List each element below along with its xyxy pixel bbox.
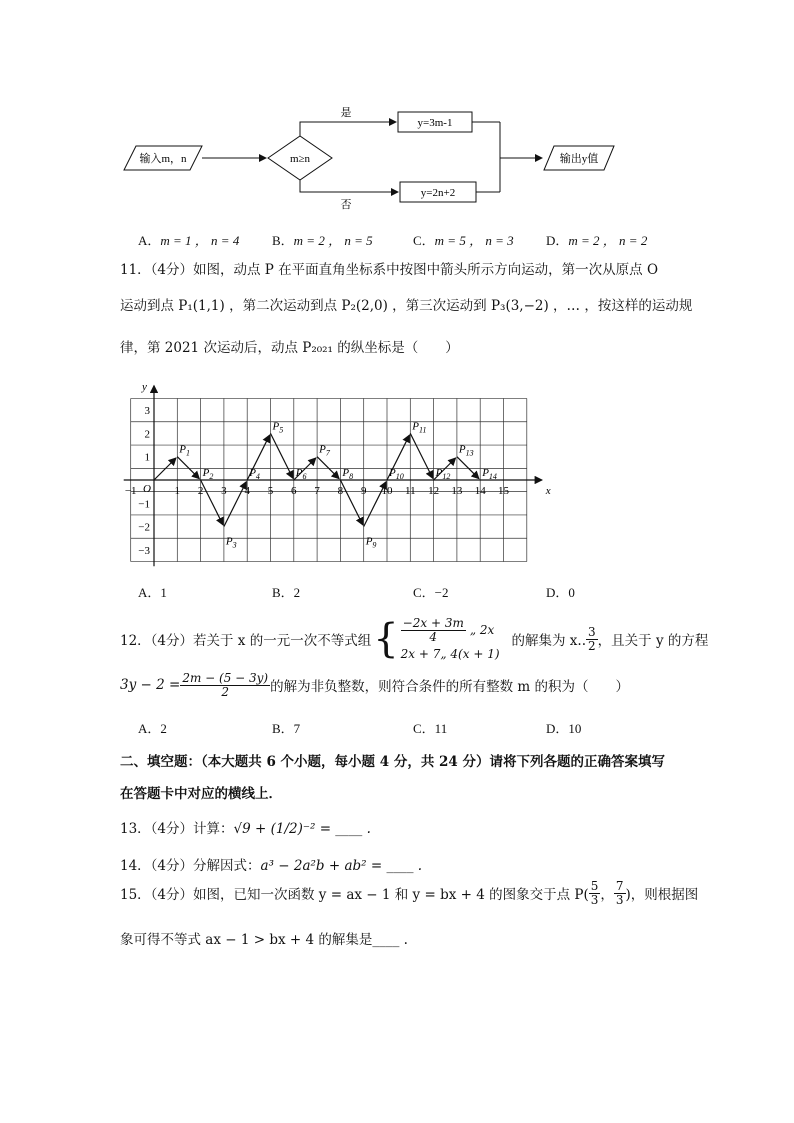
motion-arrow: [177, 457, 199, 479]
no-box-text: y=2n+2: [420, 187, 456, 199]
x-tick-label: 3: [221, 485, 227, 497]
x-tick-label: 12: [428, 485, 440, 497]
point-label: $P_8$: [342, 467, 354, 481]
x-tick-label: 5: [267, 485, 274, 497]
motion-arrow: [457, 457, 479, 479]
x-tick-label: 13: [451, 485, 463, 497]
point-label: $P_{11}$: [412, 420, 427, 435]
q12-option-a: A．2: [138, 721, 167, 736]
motion-arrow: [271, 433, 293, 478]
q15-px-denominator: 3: [590, 892, 599, 907]
flowchart: [118, 100, 628, 220]
q12-solution-denominator: 2: [588, 638, 596, 653]
q11-line-3: 律，第 2021 次运动后，动点 P₂₀₂₁ 的纵坐标是（ ）: [120, 340, 459, 356]
motion-arrow: [317, 457, 339, 479]
q12-solution-numerator: 3: [588, 624, 596, 639]
section2-heading-line-2: 在答题卡中对应的横线上．: [120, 786, 282, 802]
yes-label: 是: [340, 107, 352, 119]
motion-arrow: [410, 433, 432, 478]
point-label: $P_7$: [319, 443, 330, 458]
point-label: $P_6$: [295, 467, 307, 481]
x-tick-label: 11: [405, 485, 416, 497]
point-label: $P_{13}$: [458, 443, 474, 458]
origin-label: O: [143, 483, 151, 495]
q12-eq-denominator: 2: [221, 684, 230, 699]
q11-line-1: 11．（4分）如图，动点 P 在平面直角坐标系中按图中箭头所示方向运动，第一次从原点 O: [120, 262, 659, 278]
no-label: 否: [340, 199, 352, 211]
x-tick-label: 7: [314, 485, 320, 497]
q15-py-numerator: 7: [615, 879, 624, 893]
motion-arrow: [337, 480, 362, 525]
q11-coordinate-graph: [112, 370, 552, 570]
q12-ineq2: 2x + 7„ 4(x + 1): [400, 647, 500, 662]
q10-option-b: B．m = 2 ， n = 5: [272, 233, 373, 248]
point-label: $P_9$: [365, 535, 377, 550]
q12-ineq1-numerator: −2x + 3m: [402, 615, 464, 630]
y-tick-label: −1: [138, 498, 150, 511]
x-tick-label: 1: [174, 485, 181, 497]
q15-py-denominator: 3: [615, 892, 624, 907]
motion-arrow: [201, 480, 223, 525]
y-tick-label: −3: [138, 544, 150, 557]
q15-px-numerator: 5: [590, 879, 599, 893]
q12-line-2: 3y − 2 = $\frac{2m - (5 - 3y)}{2}$ 的解为非负整数，则符合条件的所有整数 m 的积为（ ）: [120, 671, 629, 699]
input-label: 输入m，n: [139, 153, 187, 165]
x-tick-label: 9: [360, 485, 367, 497]
section2-heading-line-1: 二、填空题：（本大题共 6 个小题，每小题 4 分，共 24 分）请将下列各题的正确答案填写: [120, 754, 666, 770]
q10-option-d: D．m = 2 ， n = 2: [546, 233, 648, 248]
x-axis-label: x: [545, 485, 551, 497]
x-tick-label: 10: [381, 485, 393, 497]
y-tick-label: 1: [144, 451, 150, 464]
x-tick-label: 2: [197, 485, 204, 497]
q12-ineq1-rhs: „ 2x: [469, 623, 495, 637]
motion-arrow: [154, 458, 176, 480]
q11-option-d: D．0: [546, 585, 575, 600]
motion-arrow: [224, 482, 246, 527]
q12-eq-numerator: 2m − (5 − 3y): [182, 671, 269, 685]
q11-line-2: 运动到点 P₁(1,1) ，第二次运动到点 P₂(2,0) ，第三次运动到 P₃(3,−2) ，… ，按这样的运动规: [120, 298, 693, 314]
q12-line-1: 12．（4分）若关于 x 的一元一次不等式组 { $\frac{-2x + 3m}{4}$ „ 2x 2x + 7„ 4(x + 1) 的解集为 x.. $\frac{3}{2}$ ，且关于 y 的方程: [120, 615, 709, 662]
point-label: $P_5$: [272, 420, 284, 435]
q12-brace: {: [373, 616, 399, 662]
q15-line-2: 象可得不等式 ax − 1 > bx + 4 的解集是____ .: [120, 932, 408, 948]
x-tick-label: 14: [474, 485, 486, 497]
point-label: $P_2$: [202, 467, 214, 481]
point-label: $P_4$: [249, 467, 260, 481]
y-tick-label: 3: [144, 405, 150, 418]
x-tick-label: 8: [337, 485, 344, 497]
y-axis-label: y: [142, 380, 147, 393]
q12-option-b: B．7: [272, 721, 301, 736]
q12-ineq1-denominator: 4: [429, 629, 438, 644]
q10-option-c: C．m = 5 ， n = 3: [413, 233, 514, 248]
q12-option-d: D．10: [546, 721, 582, 736]
yes-box-text: y=3m-1: [417, 117, 453, 129]
output-label: 输出y值: [559, 153, 599, 165]
x-tick-label: −1: [124, 485, 137, 497]
point-label: $P_{12}$: [435, 467, 451, 481]
x-tick-label: 4: [244, 485, 250, 497]
y-tick-label: −2: [138, 521, 150, 534]
x-tick-label: 6: [291, 485, 297, 497]
point-label: $P_3$: [225, 535, 237, 550]
y-tick-label: 2: [144, 428, 150, 441]
q15-line-1: 15．（4分）如图，已知一次函数 y = ax − 1 和 y = bx + 4 的图象交于点 P( $\frac{5}{3}$ ， $\frac{7}{3}$ )，则根据图: [120, 879, 699, 907]
point-label: $P_{10}$: [389, 467, 404, 481]
q11-option-b: B．2: [272, 585, 301, 600]
q10-option-a: A．m = 1 ， n = 4: [138, 233, 240, 248]
point-label: $P_1$: [179, 443, 191, 458]
motion-arrow: [364, 482, 386, 527]
x-tick-label: 15: [498, 485, 509, 497]
point-label: $P_{14}$: [482, 467, 497, 481]
q14: 14．（4分）分解因式：a³ − 2a²b + ab² = ____ .: [120, 858, 423, 874]
q12-option-c: C．11: [413, 721, 448, 736]
q11-option-a: A．1: [138, 585, 167, 600]
q11-option-c: C．−2: [413, 585, 449, 600]
q13: 13．（4分）计算：√9 + (1/2)⁻² = ____ .: [120, 821, 371, 837]
condition-label: m≥n: [289, 153, 311, 165]
